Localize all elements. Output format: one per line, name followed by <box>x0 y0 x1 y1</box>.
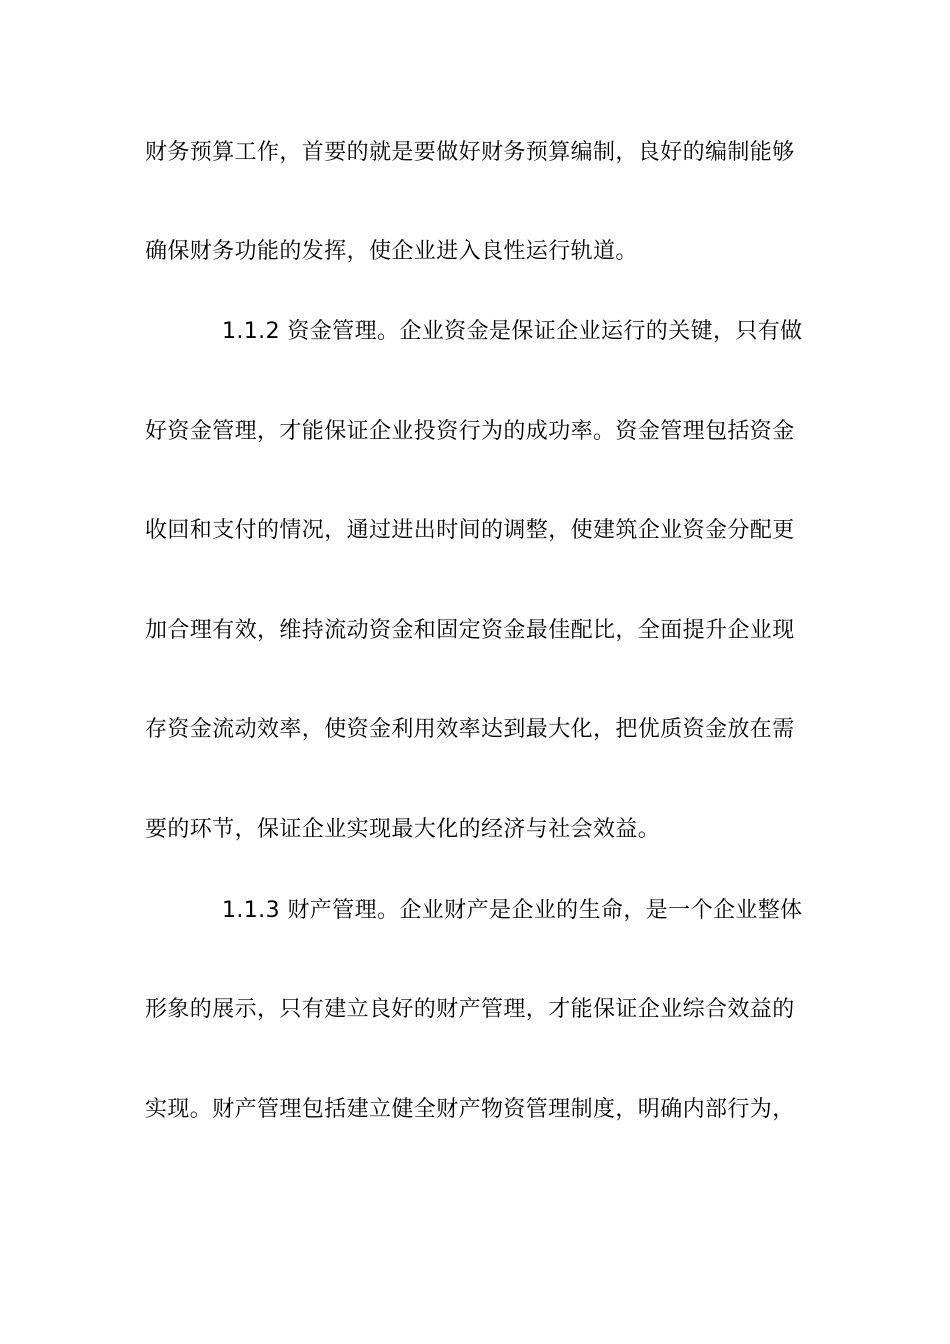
text-line-11: 实现。财产管理包括建立健全财产物资管理制度，明确内部行为， <box>145 1097 795 1122</box>
text-line-8: 要的环节，保证企业实现最大化的经济与社会效益。 <box>145 817 661 842</box>
text-line-7: 存资金流动效率，使资金利用效率达到最大化，把优质资金放在需 <box>145 717 795 742</box>
text-line-1: 财务预算工作，首要的就是要做好财务预算编制，良好的编制能够 <box>145 140 795 165</box>
text-line-4: 好资金管理，才能保证企业投资行为的成功率。资金管理包括资金 <box>145 419 795 444</box>
text-line-2: 确保财务功能的发挥，使企业进入良性运行轨道。 <box>145 239 638 264</box>
text-line-6: 加合理有效，维持流动资金和固定资金最佳配比，全面提升企业现 <box>145 618 795 643</box>
text-line-9-section-1-1-3: 1.1.3 财产管理。企业财产是企业的生命，是一个企业整体 <box>222 898 803 923</box>
text-line-3-section-1-1-2: 1.1.2 资金管理。企业资金是保证企业运行的关键，只有做 <box>222 319 803 344</box>
text-line-10: 形象的展示，只有建立良好的财产管理，才能保证企业综合效益的 <box>145 997 795 1022</box>
text-line-5: 收回和支付的情况，通过进出时间的调整，使建筑企业资金分配更 <box>145 518 795 543</box>
